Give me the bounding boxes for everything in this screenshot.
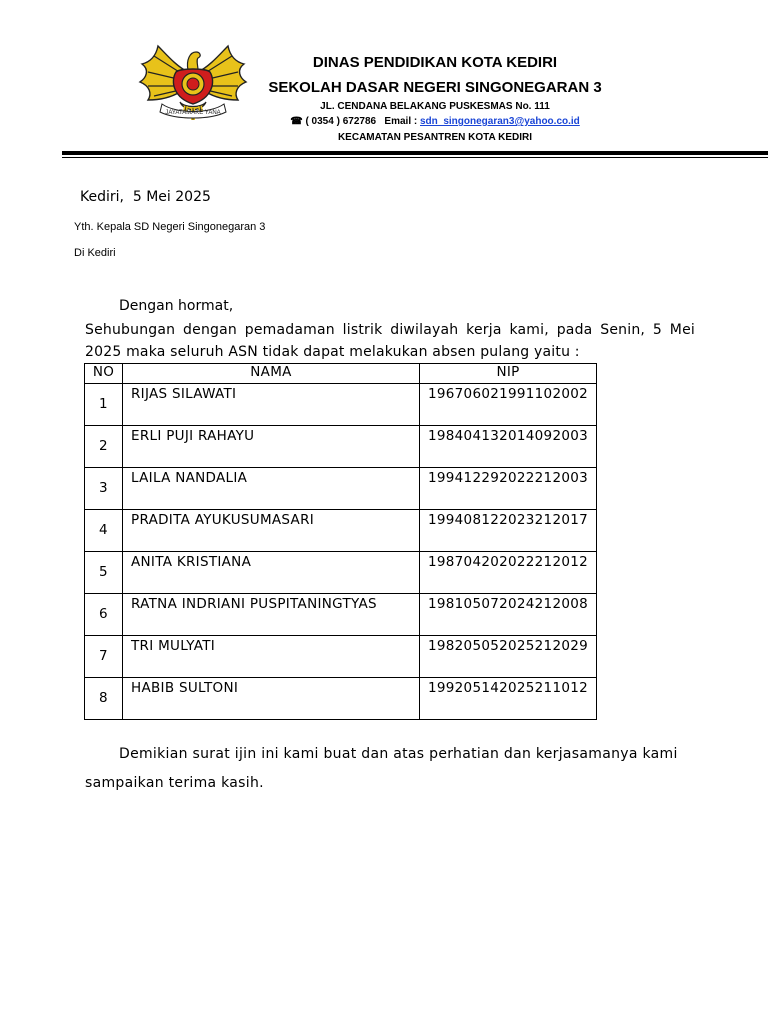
letter-opening: Sehubungan dengan pemadaman listrik diwilayah kerja kami, pada Senin, 5 Mei 2025 maka seluruh ASN tidak dapat melakukan absen pulang yaitu : bbox=[85, 322, 695, 360]
row-no: 5 bbox=[85, 552, 123, 594]
table-row bbox=[85, 384, 597, 426]
row-no: 1 bbox=[85, 384, 123, 426]
row-nama: RIJAS SILAWATI bbox=[123, 384, 420, 426]
letterhead-district: KECAMATAN PESANTREN KOTA KEDIRI bbox=[337, 132, 533, 143]
row-no: 2 bbox=[85, 426, 123, 468]
row-nama: RATNA INDRIANI PUSPITANINGTYAS bbox=[123, 594, 420, 636]
letter-date: Kediri, 5 Mei 2025 bbox=[80, 189, 211, 205]
letterhead-contact bbox=[250, 116, 620, 127]
email-label: Email : bbox=[384, 116, 418, 127]
row-no: 7 bbox=[85, 636, 123, 678]
letter-recipient: Yth. Kepala SD Negeri Singonegaran 3 bbox=[74, 221, 266, 233]
row-no: 3 bbox=[85, 468, 123, 510]
table-row bbox=[85, 678, 597, 720]
row-nama: HABIB SULTONI bbox=[123, 678, 420, 720]
row-no: 4 bbox=[85, 510, 123, 552]
letterhead-divider-thin bbox=[62, 157, 768, 158]
row-nama: TRI MULYATI bbox=[123, 636, 420, 678]
header-no: NO bbox=[85, 364, 123, 384]
employee-table bbox=[84, 363, 597, 720]
letter-place: Di Kediri bbox=[74, 247, 116, 259]
garuda-emblem-icon bbox=[136, 42, 250, 122]
letterhead-divider bbox=[62, 151, 768, 155]
letter-greeting: Dengan hormat, bbox=[119, 298, 234, 314]
row-nip: 199205142025211012 bbox=[420, 678, 597, 720]
letterhead-address: JL. CENDANA BELAKANG PUSKESMAS No. 111 bbox=[320, 101, 550, 112]
email-link[interactable]: sdn_singonegaran3@yahoo.co.id bbox=[420, 116, 580, 127]
row-nama: ERLI PUJI RAHAYU bbox=[123, 426, 420, 468]
row-nip: 198105072024212008 bbox=[420, 594, 597, 636]
logo-motto: JAYATAMAKE YANA bbox=[165, 110, 221, 116]
table-row bbox=[85, 594, 597, 636]
table-row bbox=[85, 552, 597, 594]
row-nama: ANITA KRISTIANA bbox=[123, 552, 420, 594]
table-header-row bbox=[85, 364, 597, 384]
table-row bbox=[85, 636, 597, 678]
header-nama: NAMA bbox=[123, 364, 420, 384]
table-row bbox=[85, 510, 597, 552]
table-row bbox=[85, 426, 597, 468]
letterhead-agency: DINAS PENDIDIKAN KOTA KEDIRI bbox=[312, 54, 558, 71]
row-nip: 199408122023212017 bbox=[420, 510, 597, 552]
row-no: 6 bbox=[85, 594, 123, 636]
row-nama: PRADITA AYUKUSUMASARI bbox=[123, 510, 420, 552]
row-nip: 198704202022212012 bbox=[420, 552, 597, 594]
row-nip: 198404132014092003 bbox=[420, 426, 597, 468]
letterhead-phone: ( 0354 ) 672786 bbox=[305, 116, 377, 127]
phone-icon: ☎ bbox=[290, 116, 303, 127]
letter-closing: Demikian surat ijin ini kami buat dan atas perhatian dan kerjasamanya kami sampaikan terima kasih. bbox=[85, 746, 678, 791]
row-no: 8 bbox=[85, 678, 123, 720]
letterhead-school: SEKOLAH DASAR NEGERI SINGONEGARAN 3 bbox=[268, 79, 602, 96]
table-row bbox=[85, 468, 597, 510]
header-nip: NIP bbox=[420, 364, 597, 384]
row-nip: 199412292022212003 bbox=[420, 468, 597, 510]
row-nip: 198205052025212029 bbox=[420, 636, 597, 678]
row-nip: 196706021991102002 bbox=[420, 384, 597, 426]
row-nama: LAILA NANDALIA bbox=[123, 468, 420, 510]
